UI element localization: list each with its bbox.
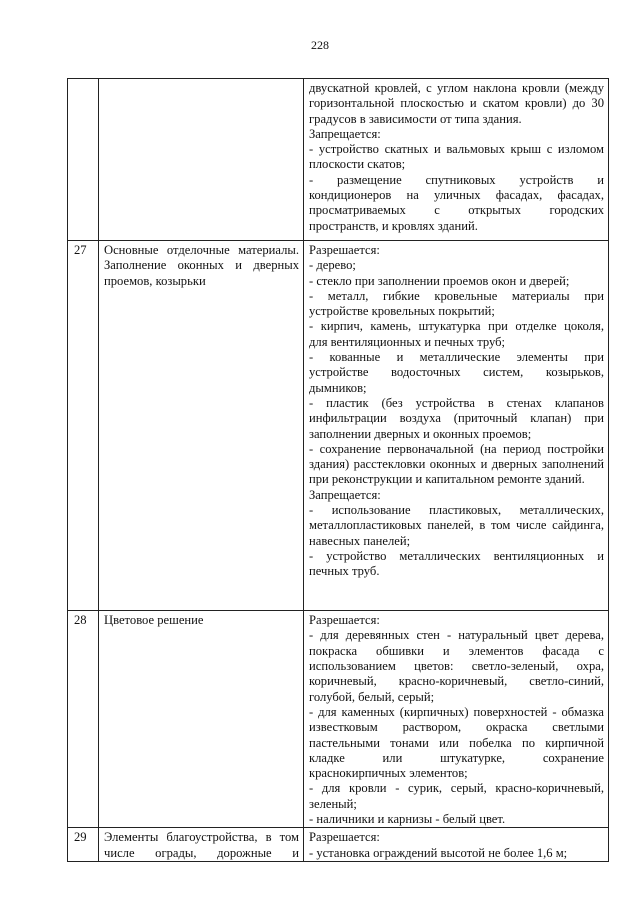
text-line: - дерево; <box>309 258 356 273</box>
text-line: зеленый; <box>309 796 357 811</box>
table-row <box>68 79 609 241</box>
text-line: использованием цветов: светло-зеленый, охра, <box>309 659 604 674</box>
text-line: голубой, белый, серый; <box>309 689 435 704</box>
text-line: - для деревянных стен - натуральный цвет дерева, <box>309 628 604 643</box>
text-line: - металл, гибкие кровельные материалы при <box>309 288 604 303</box>
text-line: Разрешается: <box>309 243 380 257</box>
text-line: горизонтальной плоскостью и скатом кровли) до 30 <box>309 96 604 111</box>
text-line: для вентиляционных и печных труб; <box>309 334 506 349</box>
text-line: навесных панелей; <box>309 533 411 548</box>
text-line: печных труб. <box>309 564 380 579</box>
text-line: - кованные и металлические элементы при <box>309 350 604 365</box>
page-number: 228 <box>311 38 329 52</box>
text-line: инфильтрации воздуха (приточный клапан) при <box>309 411 604 426</box>
text-line: - пластик (без устройства в стенах клапанов <box>309 395 604 410</box>
element-name-cell <box>99 241 304 611</box>
text-line: при реконструкции и капитальном ремонте зданий. <box>309 472 585 487</box>
text-line: - стекло при заполнении проемов окон и дверей; <box>309 273 570 288</box>
text-line: кладке или штукатурке, сохранение <box>309 750 604 765</box>
text-line: двускатной кровлей, с углом наклона кровли (между <box>309 81 604 95</box>
text-line <box>309 580 604 595</box>
text-line: пространств, и кровлях зданий. <box>309 218 478 233</box>
row-number: 28 <box>68 611 99 828</box>
text-line: - устройство металлических вентиляционных и <box>309 548 604 563</box>
text-line: - устройство скатных и вальмовых крыш с изломом <box>309 142 604 157</box>
row-number: 29 <box>68 828 99 862</box>
table-row <box>68 828 609 862</box>
text-line: Цветовое решение <box>104 613 204 628</box>
regulations-table <box>67 78 609 862</box>
requirements-cell <box>304 241 609 611</box>
text-line: - размещение спутниковых устройств и <box>309 172 604 187</box>
row-number: 27 <box>68 241 99 611</box>
text-line: пастельными тонами или побелка по кирпичной <box>309 735 604 750</box>
text-line: проемов, козырьки <box>104 273 206 288</box>
text-line: Элементы благоустройства, в том <box>104 830 299 845</box>
text-line: коричневый, красно-коричневый, светло-синий, <box>309 674 604 689</box>
requirements-cell <box>304 611 609 828</box>
text-line: заполнении дверных и оконных проемов; <box>309 426 532 441</box>
text-line: - наличники и карнизы - белый цвет. <box>309 811 506 826</box>
text-line: дымников; <box>309 380 367 395</box>
row-number <box>68 79 99 241</box>
requirements-cell <box>304 79 609 241</box>
element-name-cell <box>99 611 304 828</box>
text-line: кондиционеров на уличных фасадах, фасадах, <box>309 188 604 203</box>
text-line: Основные отделочные материалы. <box>104 243 299 257</box>
text-line: просматриваемых с открытых городских <box>309 203 604 218</box>
text-line: устройстве водосточных систем, козырьков, <box>309 365 604 380</box>
text-line: Разрешается: <box>309 613 380 628</box>
text-line: - использование пластиковых, металлических, <box>309 503 604 518</box>
requirements-cell <box>304 828 609 862</box>
text-line: плоскости скатов; <box>309 157 406 172</box>
text-line: краснокирпичных элементов; <box>309 766 468 781</box>
text-line: известковым раствором, окраска светлыми <box>309 720 604 735</box>
text-line: градусов в зависимости от типа здания. <box>309 111 522 126</box>
text-line: - для каменных (кирпичных) поверхностей - обмазка <box>309 704 604 719</box>
text-line <box>309 595 604 610</box>
text-line: покраска обшивки и элементов фасада с <box>309 643 604 658</box>
text-line: - установка ограждений высотой не более 1,6 м; <box>309 845 568 860</box>
text-line: - кирпич, камень, штукатурка при отделке цоколя, <box>309 319 604 334</box>
text-line: Запрещается: <box>309 487 381 502</box>
table-row <box>68 241 609 611</box>
element-name-cell <box>99 79 304 241</box>
text-line: металлопластиковых панелей, в том числе сайдинга, <box>309 518 604 533</box>
text-line: Заполнение оконных и дверных <box>104 258 299 273</box>
text-line: устройстве кровельных покрытий; <box>309 304 495 319</box>
text-line: Запрещается: <box>309 126 381 141</box>
table-row <box>68 611 609 828</box>
element-name-cell <box>99 828 304 862</box>
text-line: здания) расстекловки оконных и дверных заполнений <box>309 457 604 472</box>
text-line: - для кровли - сурик, серый, красно-коричневый, <box>309 781 604 796</box>
text-line: числе ограды, дорожные и <box>104 845 299 860</box>
text-line: Разрешается: <box>309 830 380 845</box>
text-line: - сохранение первоначальной (на период постройки <box>309 441 604 456</box>
